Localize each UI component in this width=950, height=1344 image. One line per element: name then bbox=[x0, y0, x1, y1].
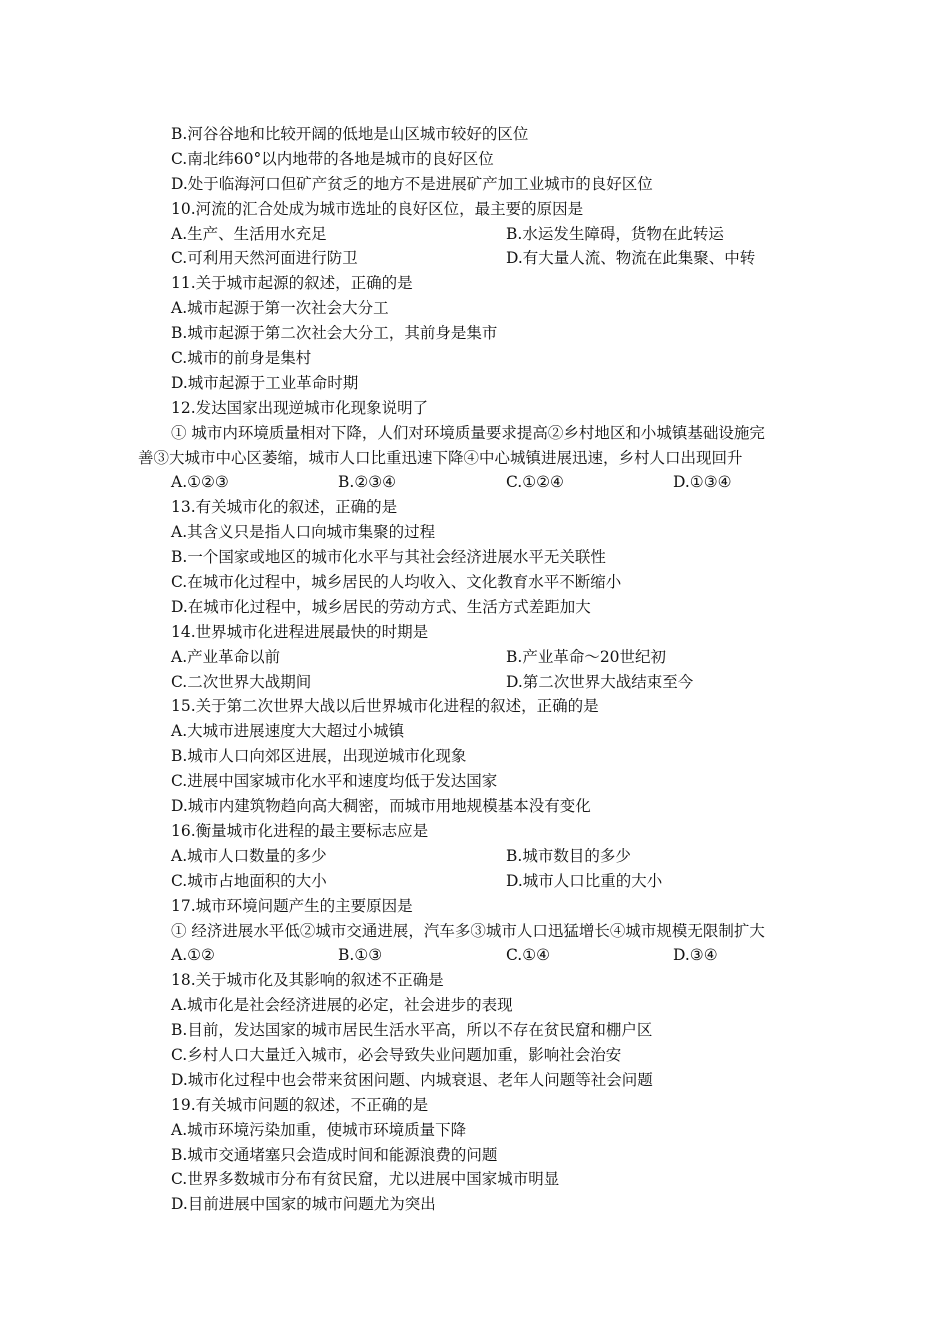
q10-option-c: C.可利用天然河面进行防卫 bbox=[171, 249, 358, 268]
q15-stem: 15.关于第二次世界大战以后世界城市化进程的叙述，正确的是 bbox=[171, 697, 599, 716]
q18-option-a: A.城市化是社会经济进展的必定，社会进步的表现 bbox=[171, 996, 513, 1015]
q13-option-b: B.一个国家或地区的城市化水平与其社会经济进展水平无关联性 bbox=[171, 548, 606, 567]
q19-option-c: C.世界多数城市分布有贫民窟，尤以进展中国家城市明显 bbox=[171, 1170, 560, 1189]
q14-option-d: D.第二次世界大战结束至今 bbox=[506, 672, 694, 691]
q11-option-a: A.城市起源于第一次社会大分工 bbox=[171, 299, 389, 318]
q17-stem: 17.城市环境问题产生的主要原因是 bbox=[171, 896, 413, 915]
q13-option-c: C.在城市化过程中，城乡居民的人均收入、文化教育水平不断缩小 bbox=[171, 573, 622, 592]
q13-stem: 13.有关城市化的叙述，正确的是 bbox=[171, 498, 398, 517]
q17-option-c: C.①④ bbox=[506, 946, 551, 965]
q10-options-row-2 bbox=[0, 246, 950, 271]
q14-option-c: C.二次世界大战期间 bbox=[171, 672, 312, 691]
q16-option-b: B.城市数目的多少 bbox=[506, 846, 631, 865]
q9-option-b: B.河谷谷地和比较开阔的低地是山区城市较好的区位 bbox=[171, 125, 529, 143]
q16-options-row-2 bbox=[0, 869, 950, 894]
q11-option-d: D.城市起源于工业革命时期 bbox=[171, 373, 359, 392]
q16-option-a: A.城市人口数量的多少 bbox=[171, 846, 327, 865]
q12-stem: 12.发达国家出现逆城市化现象说明了 bbox=[171, 398, 429, 417]
q17-option-d: D.③④ bbox=[673, 946, 718, 965]
q16-option-d: D.城市人口比重的大小 bbox=[506, 871, 663, 890]
q18-stem: 18.关于城市化及其影响的叙述不正确是 bbox=[171, 971, 444, 990]
q12-statements-line-2: 善③大城市中心区萎缩，城市人口比重迅速下降④中心城镇进展迅速，乡村人口出现回升 bbox=[138, 448, 743, 467]
q15-option-a: A.大城市进展速度大大超过小城镇 bbox=[171, 722, 405, 741]
q9-option-d: D.处于临海河口但矿产贫乏的地方不是进展矿产加工业城市的良好区位 bbox=[171, 174, 653, 193]
q11-stem: 11.关于城市起源的叙述，正确的是 bbox=[171, 274, 413, 293]
q14-stem: 14.世界城市化进程进展最快的时期是 bbox=[171, 622, 429, 641]
q17-option-b: B.①③ bbox=[338, 946, 383, 965]
q16-stem: 16.衡量城市化进程的最主要标志应是 bbox=[171, 821, 429, 840]
q14-options-row-1 bbox=[0, 645, 950, 670]
q15-option-d: D.城市内建筑物趋向高大稠密，而城市用地规模基本没有变化 bbox=[171, 797, 591, 816]
q11-option-b: B.城市起源于第二次社会大分工，其前身是集市 bbox=[171, 324, 498, 343]
q16-option-c: C.城市占地面积的大小 bbox=[171, 871, 327, 890]
q11-option-c: C.城市的前身是集村 bbox=[171, 349, 312, 368]
q16-options-row-1 bbox=[0, 844, 950, 869]
q13-option-d: D.在城市化过程中，城乡居民的劳动方式、生活方式差距加大 bbox=[171, 597, 591, 616]
q18-option-b: B.目前，发达国家的城市居民生活水平高，所以不存在贫民窟和棚户区 bbox=[171, 1021, 653, 1040]
q17-statements: ① 经济进展水平低②城市交通进展，汽车多③城市人口迅猛增长④城市规模无限制扩大 bbox=[171, 921, 765, 940]
document-page bbox=[0, 122, 950, 1217]
q17-option-a: A.①② bbox=[171, 946, 215, 965]
q12-option-a: A.①②③ bbox=[171, 473, 229, 492]
q12-option-d: D.①③④ bbox=[673, 473, 732, 492]
q13-option-a: A.其含义只是指人口向城市集聚的过程 bbox=[171, 523, 436, 542]
q12-statements-line-1: ① 城市内环境质量相对下降，人们对环境质量要求提高②乡村地区和小城镇基础设施完 bbox=[171, 423, 765, 442]
q10-options-row-1 bbox=[0, 222, 950, 247]
q10-stem: 10.河流的汇合处成为城市选址的良好区位，最主要的原因是 bbox=[171, 199, 584, 218]
q19-stem: 19.有关城市问题的叙述，不正确的是 bbox=[171, 1095, 429, 1114]
q14-option-b: B.产业革命～20世纪初 bbox=[506, 647, 667, 666]
q14-option-a: A.产业革命以前 bbox=[171, 647, 281, 666]
q18-option-d: D.城市化过程中也会带来贫困问题、内城衰退、老年人问题等社会问题 bbox=[171, 1070, 653, 1089]
q14-options-row-2 bbox=[0, 670, 950, 695]
q12-option-b: B.②③④ bbox=[338, 473, 397, 492]
q19-option-b: B.城市交通堵塞只会造成时间和能源浪费的问题 bbox=[171, 1145, 498, 1164]
q9-option-c: C.南北纬60°以内地带的各地是城市的良好区位 bbox=[171, 149, 494, 168]
q12-option-c: C.①②④ bbox=[506, 473, 564, 492]
q17-options-row bbox=[0, 943, 950, 968]
q19-option-d: D.目前进展中国家的城市问题尤为突出 bbox=[171, 1195, 436, 1214]
q15-option-b: B.城市人口向郊区进展，出现逆城市化现象 bbox=[171, 747, 467, 766]
q18-option-c: C.乡村人口大量迁入城市，必会导致失业问题加重，影响社会治安 bbox=[171, 1045, 622, 1064]
q19-option-a: A.城市环境污染加重，使城市环境质量下降 bbox=[171, 1120, 467, 1139]
q10-option-d: D.有大量人流、物流在此集聚、中转 bbox=[506, 249, 756, 268]
q10-option-a: A.生产、生活用水充足 bbox=[171, 224, 327, 243]
q15-option-c: C.进展中国家城市化水平和速度均低于发达国家 bbox=[171, 772, 498, 791]
q12-options-row bbox=[0, 470, 950, 495]
q10-option-b: B.水运发生障碍，货物在此转运 bbox=[506, 224, 724, 243]
